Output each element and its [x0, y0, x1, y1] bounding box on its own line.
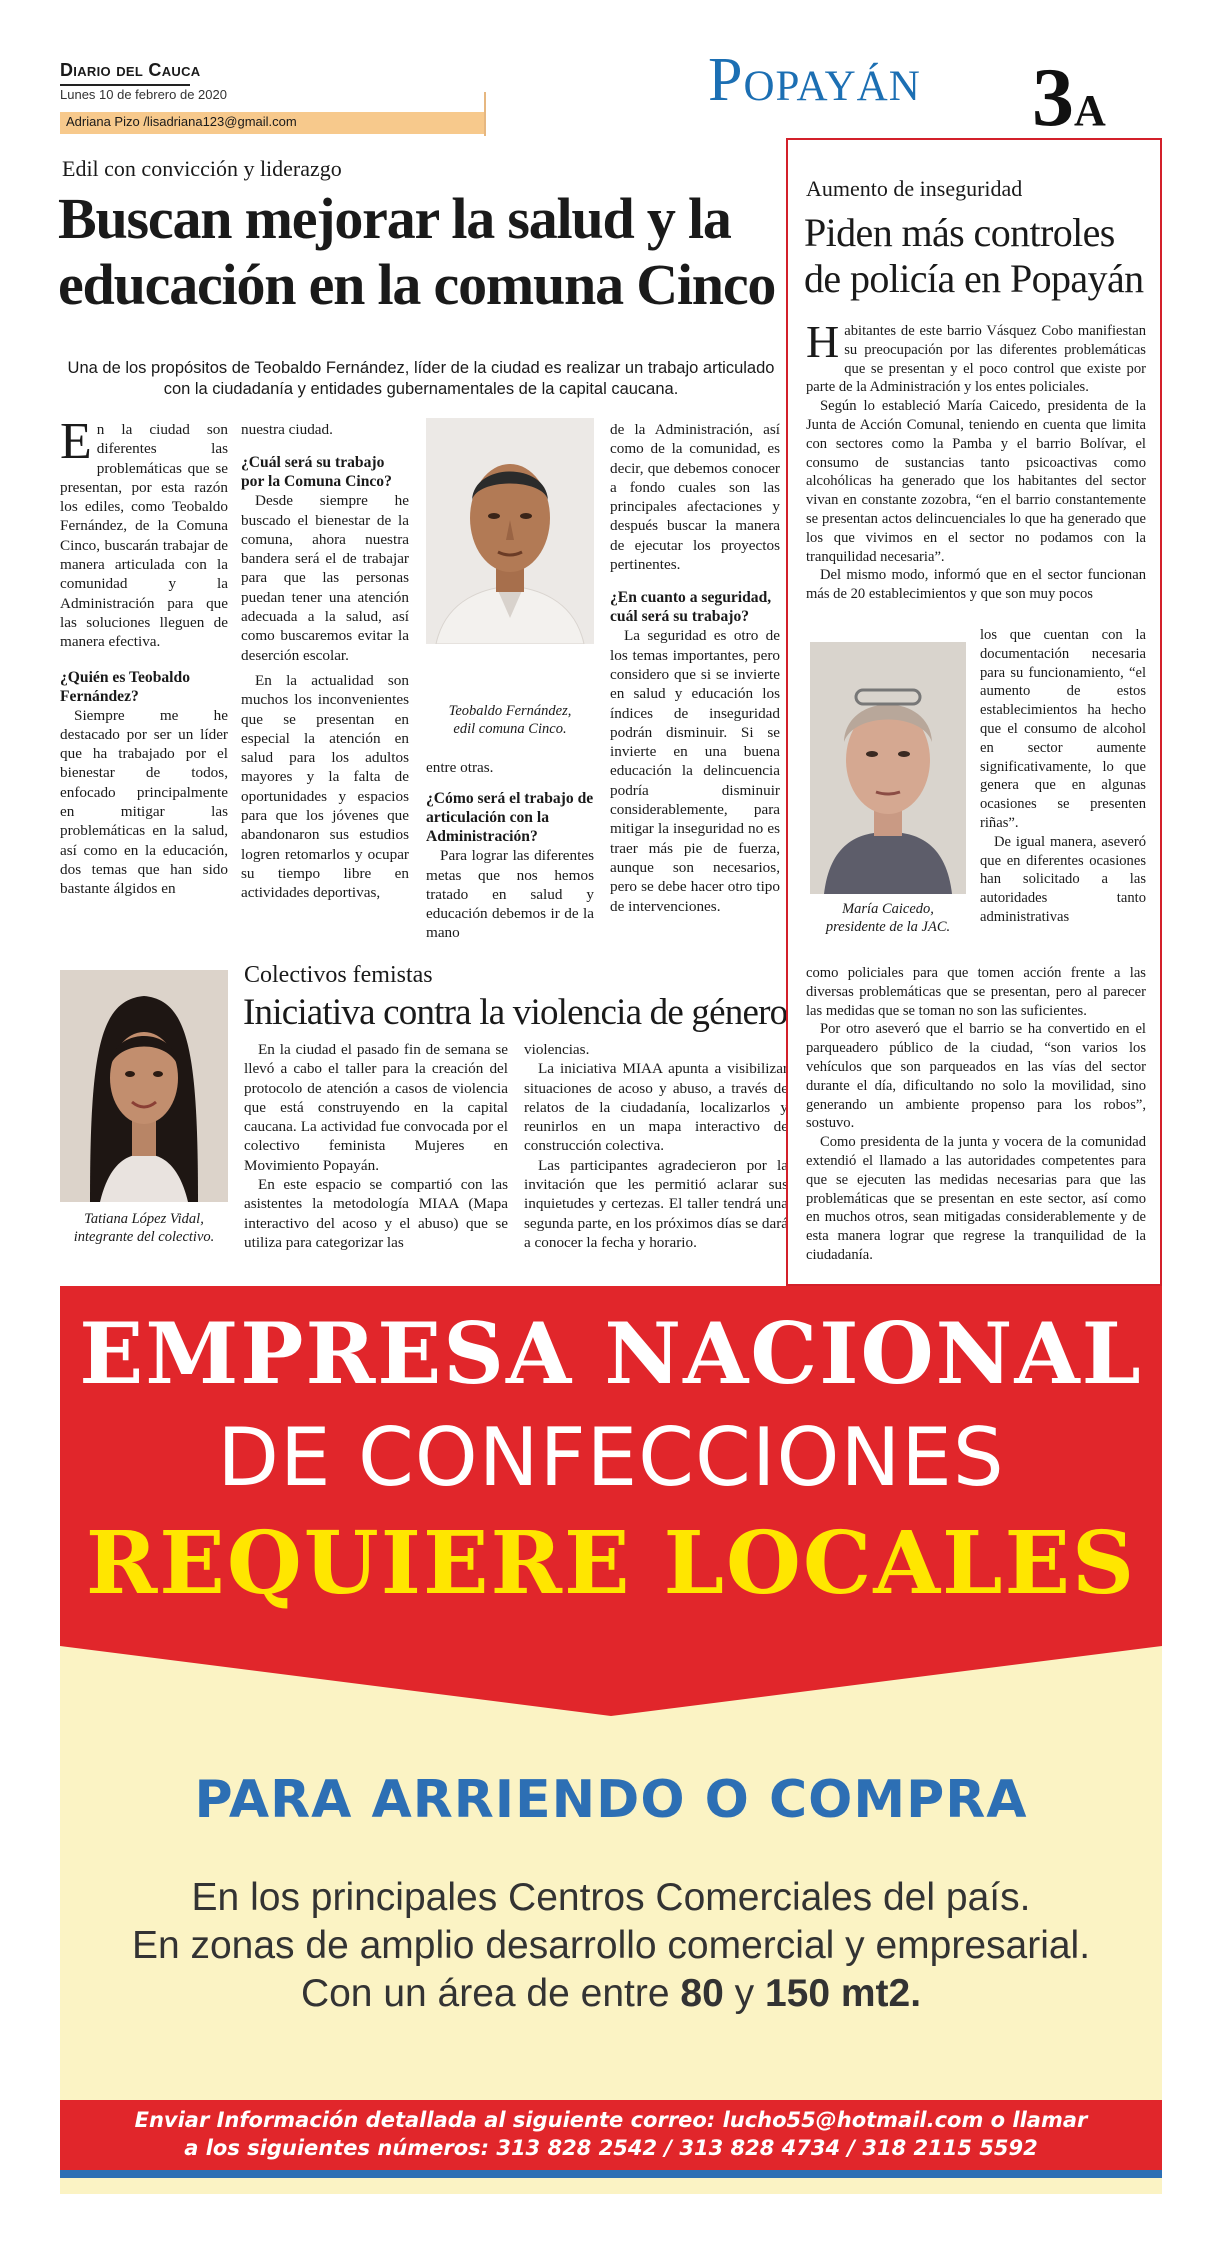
third-p3: La iniciativa MIAA apunta a visibilizar situaciones de acoso y abuso, a través de relatos de la ciudadanía, localizarlos y reunirlos en un mapa interactivo de construcción colectiva. — [524, 1060, 788, 1155]
third-p4: Las participantes agradecieron por la invitación que les permitió aclarar sus inquietudes y certezas. El taller tendrá una segunda parte, en los próximos días se dará a conocer la fecha y horario. — [524, 1156, 788, 1251]
main-p4-continued: entre otras. — [426, 759, 494, 776]
main-p2: Siempre me he destacado por ser un líder que ha trabajado por el bienestar de todos, enfocado principalmente en mitigar las problemáticas en la salud, así como en la educación, dos temas que han sido bastante álgidos en — [60, 706, 228, 898]
ad-line-3: REQUIERE LOCALES — [85, 1513, 1137, 1614]
masthead-rule — [60, 84, 190, 86]
ad-footer-underline — [60, 2170, 1162, 2178]
ad-body-line-3: Con un área de entre 80 y 150 mt2. — [300, 1972, 922, 2015]
main-p5: Para lograr las diferentes metas que nos hemos tratado en salud y educación debemos ir de la mano — [426, 847, 594, 942]
main-article-col1 — [60, 413, 228, 899]
third-p2-continued: violencias. — [524, 1041, 590, 1058]
question-4: ¿En cuanto a seguridad, cuál será su trabajo? — [610, 589, 772, 626]
drop-cap: E — [60, 413, 92, 470]
main-p2-continued: nuestra ciudad. — [241, 421, 333, 438]
main-article-title — [58, 186, 788, 318]
sidebar-col-bottom — [806, 964, 1146, 1265]
ad-footer-line-2: a los siguientes números: 313 828 2542 / 313 828 4734 / 318 2115 5592 — [184, 2136, 1038, 2160]
sidebar-drop-cap: H — [806, 316, 840, 367]
ad-footer-text — [60, 2106, 1162, 2162]
issue-date: Lunes 10 de febrero de 2020 — [60, 87, 227, 102]
maria-photo — [810, 642, 966, 894]
section-title: Popayán — [708, 46, 921, 114]
sidebar-p2: Según lo estableció María Caicedo, presidenta de la Junta de Acción Comunal, teniendo en cuenta que limita con sectores como la Pamba y el barrio Bolívar, el consumo de sustancias tanto psicoactivas como alcohólicas ha generado que los habitantes del sector vivan en constante zozobra, “en el barrio constantemente se presentan actos delincuenciales lo que ha generado que los que vivimos en el sector no podamos con la tranquilidad necesaria”. — [806, 398, 1146, 565]
main-title-line1: Buscan mejorar la salud y la — [58, 186, 731, 251]
main-p4: En la actualidad son muchos los inconvenientes que se presentan en especial la atención en salud para los adultos mayores y la falta de oportunidades y espacios para que los jóvenes que abandonaron sus estudios logren retomarlos y ocupar su tiempo libre en actividades deportivas, — [241, 671, 409, 902]
main-article-col4 — [610, 420, 780, 916]
newspaper-name: Diario del Cauca — [60, 60, 201, 80]
third-article-kicker: Colectivos femistas — [244, 962, 433, 988]
third-article-title: Iniciativa contra la violencia de género — [243, 992, 788, 1033]
question-3: ¿Cómo será el trabajo de articulación con la Administración? — [426, 790, 594, 846]
tatiana-photo-caption: Tatiana López Vidal, integrante del colectivo. — [73, 1211, 215, 1245]
sidebar-col-wrap — [980, 626, 1146, 927]
sidebar-p3-continued: los que cuentan con la documentación necesaria para su funcionamiento, “el aumento de estos establecimientos ha hecho que el consumo de alcohol en sector aumente significativamente, lo que genera que en algunas ocasiones se presenten riñas”. — [980, 627, 1146, 831]
sidebar-kicker: Aumento de inseguridad — [806, 176, 1023, 201]
ad-line-2: DE CONFECCIONES — [217, 1411, 1005, 1504]
sidebar-p4: De igual manera, aseveró que en diferentes ocasiones han solicitado a las autoridades tanto administrativas — [980, 833, 1146, 925]
main-p6: La seguridad es otro de los temas importantes, pero considero que si se invierte en salud y educación los índices de inseguridad podrán disminuir. Si se invierte en una buena educación la delincuencia podría disminuir considerablemente, para mitigar la inseguridad no es traer más pie de fuerza, aunque son necesarios, pero se debe hacer otro tipo de intervenciones. — [610, 627, 780, 915]
woman-portrait-icon — [810, 642, 966, 894]
third-p2: En este espacio se compartió con las asistentes la metodología MIAA (Mapa interactivo del acoso y el abuso) que se utiliza para categorizar las — [244, 1176, 508, 1251]
teobaldo-photo — [426, 418, 594, 644]
question-2: ¿Cuál será su trabajo por la Comuna Cinco? — [241, 454, 392, 491]
page-number-digit: 3 — [1032, 51, 1074, 144]
sidebar-p5: Por otro aseveró que el barrio se ha convertido en el parqueadero público de la ciudad, “son varios los vehículos que son parqueados en las vías del sector durante el día, dificultando no solo la movilidad, sino generando un ambiente propenso para los robos”, sostuvo. — [806, 1021, 1146, 1132]
main-p3: Desde siempre he buscado el bienestar de la comuna, ahora nuestra bandera será el de trabajar para que las personas puedan tener una atención adecuada a la salud, así como buscaremos evitar la deserción escolar. — [241, 492, 409, 664]
main-article-col2 — [241, 420, 409, 903]
header-divider — [484, 92, 486, 136]
ad-line-4: PARA ARRIENDO O COMPRA — [194, 1770, 1028, 1830]
tatiana-photo — [60, 970, 228, 1202]
maria-photo-caption: María Caicedo, presidente de la JAC. — [825, 901, 951, 935]
sidebar-p6: Como presidenta de la junta y vocera de la comunidad extendió el llamado a las autoridades competentes para que se ejecuten las medidas necesarias para que las problemáticas que se presentan en este sector, así como en muchos otros, sean mitigadas considerablemente y de esta manera lograr que regrese la tranquilidad de la ciudadanía. — [806, 1134, 1146, 1263]
main-title-line2: educación en la comuna Cinco — [58, 252, 776, 317]
question-1: ¿Quién es Teobaldo Fernández? — [60, 668, 190, 705]
main-p1: En la ciudad son diferentes las problemáticas que se presentan, por esta razón los ediles, como Teobaldo Fernández, de la Comuna Cinco, buscarán trabajar de manera articulada con la comunidad y la Administración para que las soluciones lleguen de manera efectiva. — [60, 413, 228, 651]
ad-body — [60, 1874, 1162, 2018]
ad-body-line-2: En zonas de amplio desarrollo comercial y empresarial. — [131, 1924, 1091, 1967]
main-article-kicker: Edil con convicción y liderazgo — [62, 156, 342, 181]
ad-line-1: EMPRESA NACIONAL — [79, 1304, 1143, 1403]
main-p5-continued: de la Administración, así como de la comunidad, es decir, que debemos conocer a fondo cuales son las principales afectaciones y después buscar la manera de ejecutar los proyectos pertinentes. — [610, 421, 780, 574]
main-article-col3 — [426, 758, 594, 943]
third-article-col2 — [524, 1040, 788, 1252]
page-number-suffix: A — [1074, 86, 1106, 135]
sidebar-title: Piden más controles de policía en Popayán — [804, 210, 1144, 301]
sidebar-p1: Habitantes de este barrio Vásquez Cobo manifiestan su preocupación por las diferentes problemáticas que se presentan y el poco control que existe por parte de la Administración y los entes policiales. — [806, 316, 1146, 396]
ad-body-line-1: En los principales Centros Comerciales del país. — [191, 1876, 1031, 1919]
third-article-col1 — [244, 1040, 508, 1252]
teobaldo-photo-caption: Teobaldo Fernández, edil comuna Cinco. — [448, 703, 572, 737]
sidebar-col-top — [806, 316, 1146, 604]
main-article-summary: Una de los propósitos de Teobaldo Fernández, líder de la ciudad es realizar un trabajo articulado con la ciudadanía y entidades gubernamentales de la capital caucana. — [67, 359, 775, 398]
man-portrait-icon — [426, 418, 594, 644]
masthead — [60, 60, 500, 102]
sidebar-p4-continued: como policiales para que tomen acción frente a las diversas problemáticas que se presentan, pero al parecer las medidas que se toman no son las suficientes. — [806, 965, 1146, 1019]
sidebar-p3: Del mismo modo, informó que en el sector funcionan más de 20 establecimientos y que son muy pocos — [806, 567, 1146, 603]
author-bar: Adriana Pizo /lisadriana123@gmail.com — [60, 112, 484, 134]
woman-portrait-icon — [60, 970, 228, 1202]
third-p1: En la ciudad el pasado fin de semana se llevó a cabo el taller para la creación del protocolo de atención a casos de violencia que está construyendo en la capital caucana. La actividad fue convocada por el colectivo feminista Mujeres en Movimiento Popayán. — [244, 1041, 508, 1174]
ad-footer-line-1: Enviar Información detallada al siguiente correo: lucho55@hotmail.com o llamar — [134, 2108, 1088, 2132]
